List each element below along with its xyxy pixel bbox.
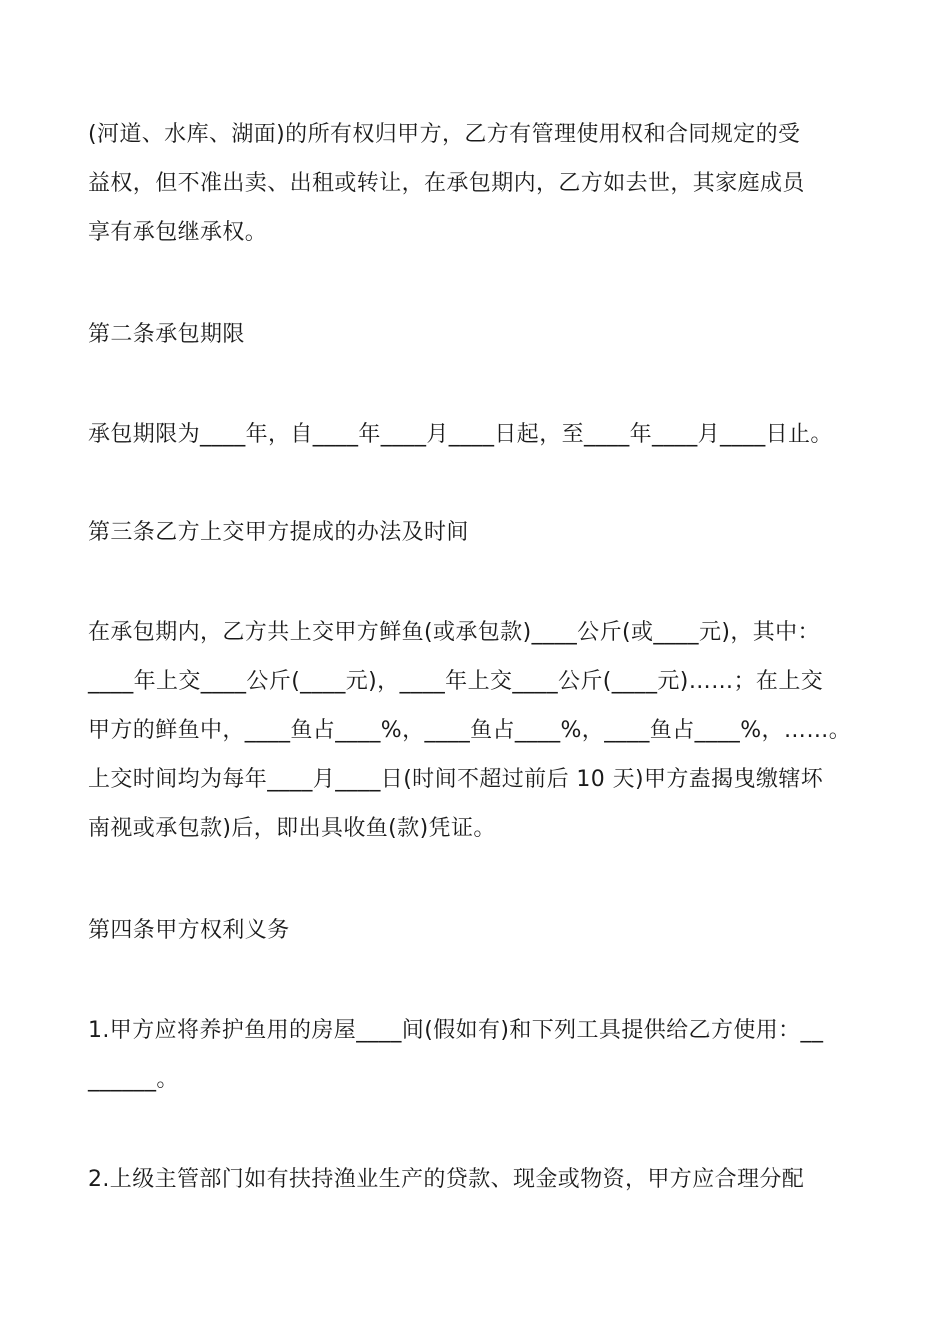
text-line: ____年上交____公斤(____元)，____年上交____公斤(____元)……；在上交 [88, 669, 824, 694]
text-line: 享有承包继承权。 [88, 220, 268, 245]
text-line: 南视或承包款)后，即出具收鱼(款)凭证。 [88, 816, 496, 841]
text-line: 第三条乙方上交甲方提成的办法及时间 [88, 520, 469, 545]
text-line: (河道、水库、湖面)的所有权归甲方，乙方有管理使用权和合同规定的受 [88, 122, 801, 147]
text-line: 2.上级主管部门如有扶持渔业生产的贷款、现金或物资，甲方应合理分配 [88, 1167, 805, 1192]
paragraph-term [88, 410, 878, 459]
text-line: ______。 [88, 1067, 179, 1092]
heading-article-4 [88, 906, 878, 955]
text-line: 第四条甲方权利义务 [88, 918, 290, 943]
heading-article-3 [88, 508, 878, 557]
paragraph-ownership [88, 110, 878, 257]
heading-article-2 [88, 310, 878, 359]
text-line: 在承包期内，乙方共上交甲方鲜鱼(或承包款)____公斤(或____元)，其中： [88, 620, 820, 645]
text-line: 承包期限为____年，自____年____月____日起，至____年____月____日止。 [88, 422, 833, 447]
text-line: 上交时间均为每年____月____日(时间不超过前后 10 天)甲方盍揭曳缴辖坏 [88, 767, 824, 792]
paragraph-item-1 [88, 1006, 878, 1104]
text-line: 益权，但不准出卖、出租或转让，在承包期内，乙方如去世，其家庭成员 [88, 171, 805, 196]
text-line: 甲方的鲜鱼中，____鱼占____%，____鱼占____%，____鱼占____%，……。 [88, 718, 852, 743]
paragraph-payment [88, 608, 878, 853]
paragraph-item-2 [88, 1155, 878, 1204]
text-line: 第二条承包期限 [88, 322, 245, 347]
text-line: 1.甲方应将养护鱼用的房屋____间(假如有)和下列工具提供给乙方使用：__ [88, 1018, 824, 1043]
